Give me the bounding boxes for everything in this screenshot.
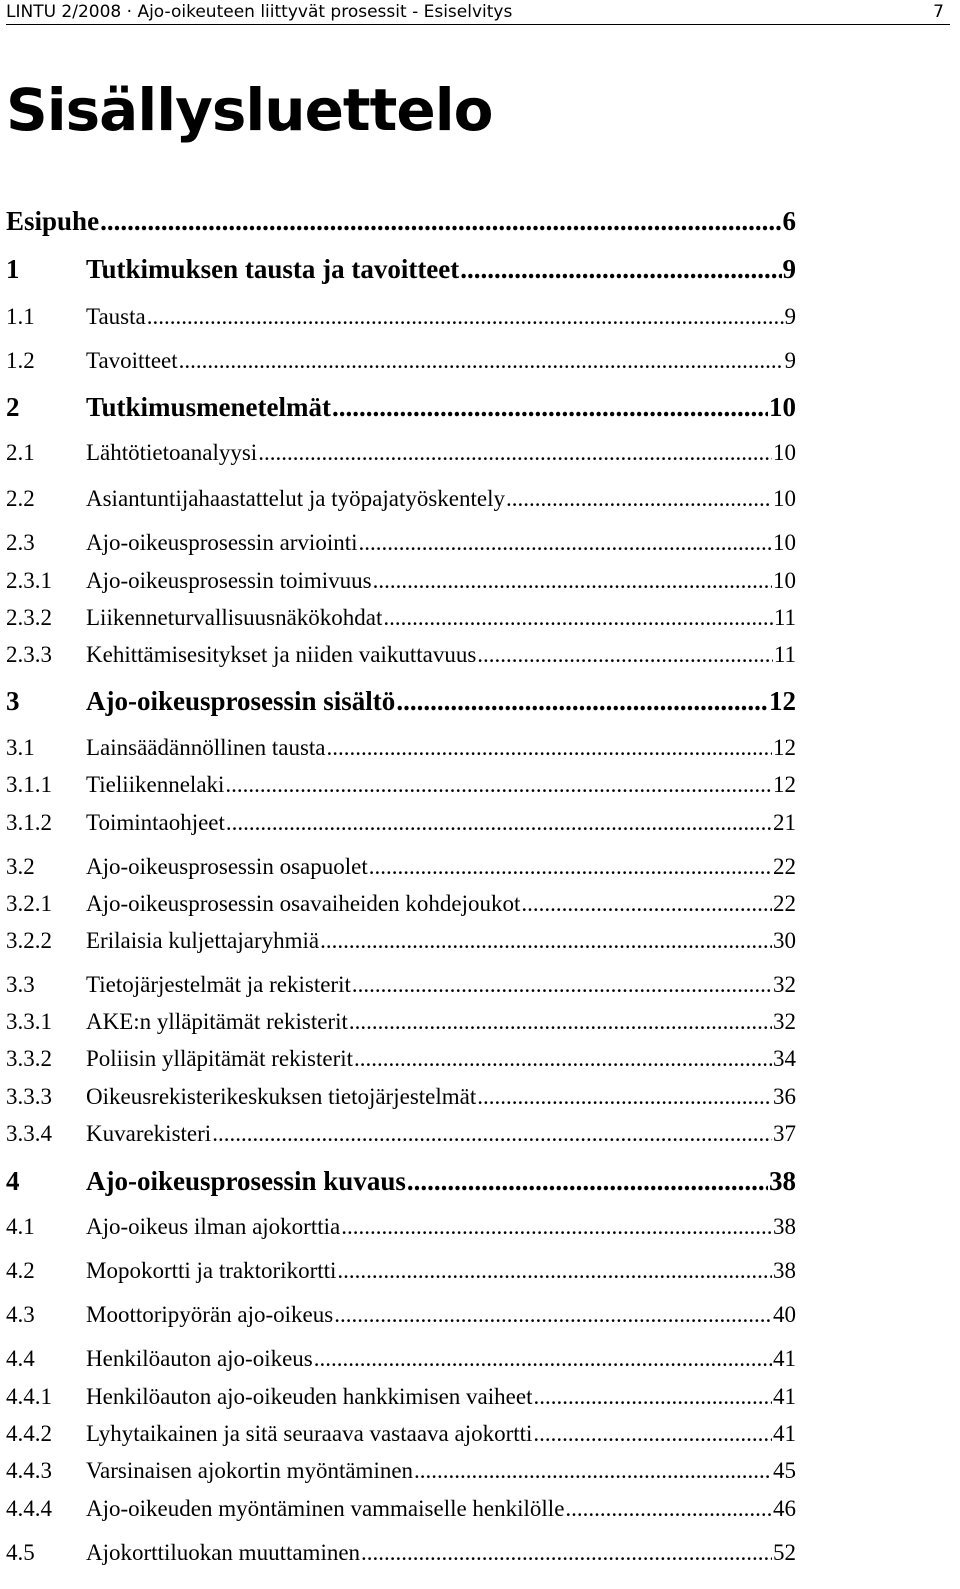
toc-entry-page: 12 (773, 735, 796, 760)
toc-entry-number: 1.1 (6, 304, 35, 329)
toc-entry-number: 4.3 (6, 1302, 35, 1327)
toc-entry-title: Mopokortti ja traktorikortti (86, 1258, 337, 1283)
toc-entry[interactable] (6, 1080, 796, 1114)
toc-entry-page: 9 (784, 348, 796, 373)
toc-entry-page: 6 (782, 206, 796, 236)
toc-entry[interactable] (6, 968, 796, 1002)
toc-entry-title: Ajo-oikeus ilman ajokorttia (86, 1214, 341, 1239)
toc-entry[interactable] (6, 924, 796, 958)
toc-entry[interactable] (6, 806, 796, 840)
toc-entry-page: 41 (773, 1421, 796, 1446)
dot-leader (521, 887, 772, 921)
toc-entry-title: AKE:n ylläpitämät rekisterit (86, 1009, 348, 1034)
dot-leader (506, 482, 772, 516)
header-page-number: 7 (933, 2, 944, 22)
toc-entry-number: 3.3.4 (6, 1121, 52, 1146)
toc-entry[interactable] (6, 1164, 796, 1198)
toc-entry[interactable] (6, 1342, 796, 1376)
toc-entry-title: Ajokorttiluokan muuttaminen (86, 1540, 361, 1565)
dot-leader (226, 806, 772, 840)
toc-entry-title: Kehittämisesitykset ja niiden vaikuttavuus (86, 642, 477, 667)
toc-entry-page: 22 (773, 891, 796, 916)
dot-leader (334, 1298, 772, 1332)
toc-entry-title: Henkilöauton ajo-oikeuden hankkimisen vaiheet (86, 1384, 533, 1409)
toc-entry-number: 4.4.4 (6, 1496, 52, 1521)
toc-entry-page: 10 (773, 530, 796, 555)
toc-entry[interactable] (6, 1536, 796, 1570)
toc-entry-title: Lainsäädännöllinen tausta (86, 735, 326, 760)
toc-entry-number: 4.1 (6, 1214, 35, 1239)
dot-leader (359, 526, 773, 560)
toc-entry-number: 2.3.1 (6, 568, 52, 593)
toc-entry-title: Ajo-oikeusprosessin toimivuus (86, 568, 372, 593)
toc-entry[interactable] (6, 1454, 796, 1488)
dot-leader (341, 1210, 772, 1244)
dot-leader (383, 601, 772, 635)
toc-entry-title: Erilaisia kuljettajaryhmiä (86, 928, 320, 953)
toc-entry-page: 22 (773, 854, 796, 879)
toc-entry[interactable] (6, 1492, 796, 1526)
dot-leader (414, 1454, 772, 1488)
toc-entry-number: 3.1.2 (6, 810, 52, 835)
toc-entry-page: 38 (769, 1166, 796, 1196)
dot-leader (352, 968, 772, 1002)
toc-entry-number: 2.3.2 (6, 605, 52, 630)
toc-entry-title: Henkilöauton ajo-oikeus (86, 1346, 313, 1371)
toc-entry-title: Esipuhe (6, 206, 100, 236)
toc-entry-title: Ajo-oikeusprosessin arviointi (86, 530, 358, 555)
toc-entry-title: Asiantuntijahaastattelut ja työpajatyöskentely (86, 486, 505, 511)
toc-entry-title: Tietojärjestelmät ja rekisterit (86, 972, 351, 997)
toc-entry[interactable] (6, 482, 796, 516)
dot-leader (407, 1164, 768, 1198)
toc-entry-number: 2.3.3 (6, 642, 52, 667)
dot-leader (314, 1342, 772, 1376)
dot-leader (327, 731, 772, 765)
toc-entry-page: 52 (773, 1540, 796, 1565)
dot-leader (354, 1042, 772, 1076)
toc-entry-page: 10 (769, 392, 796, 422)
toc-entry-page: 32 (773, 1009, 796, 1034)
toc-entry-page: 21 (773, 810, 796, 835)
toc-entry[interactable] (6, 204, 796, 238)
toc-entry[interactable] (6, 390, 796, 424)
dot-leader (533, 1417, 772, 1451)
dot-leader (100, 204, 781, 238)
toc-entry-page: 10 (773, 568, 796, 593)
toc-entry-number: 4 (6, 1166, 20, 1196)
toc-entry-number: 1.2 (6, 348, 35, 373)
toc-entry-page: 34 (773, 1046, 796, 1071)
page-title: Sisällysluettelo (6, 76, 493, 144)
toc-entry-page: 30 (773, 928, 796, 953)
toc-entry-title: Oikeusrekisterikeskuksen tietojärjestelmät (86, 1084, 477, 1109)
toc-entry[interactable] (6, 1005, 796, 1039)
toc-entry-number: 3.3.1 (6, 1009, 52, 1034)
toc-entry-page: 11 (773, 642, 796, 667)
toc-entry[interactable] (6, 850, 796, 884)
toc-entry-number: 3.2.1 (6, 891, 52, 916)
toc-entry-page: 40 (773, 1302, 796, 1327)
dot-leader (179, 344, 784, 378)
dot-leader (565, 1492, 772, 1526)
dot-leader (361, 1536, 772, 1570)
toc-entry-number: 3.3.3 (6, 1084, 52, 1109)
dot-leader (349, 1005, 772, 1039)
toc-entry-number: 3 (6, 686, 20, 716)
toc-entry[interactable] (6, 1417, 796, 1451)
toc-entry-title: Tavoitteet (86, 348, 178, 373)
toc-entry[interactable] (6, 344, 796, 378)
toc-entry-title: Ajo-oikeusprosessin kuvaus (86, 1166, 406, 1196)
running-header (6, 0, 950, 25)
toc-entry-number: 2.2 (6, 486, 35, 511)
toc-entry-page: 10 (773, 486, 796, 511)
toc-entry-page: 12 (769, 686, 796, 716)
toc-entry[interactable] (6, 768, 796, 802)
toc-entry-page: 10 (773, 440, 796, 465)
dot-leader (147, 300, 784, 334)
toc-entry-title: Moottoripyörän ajo-oikeus (86, 1302, 334, 1327)
toc-entry-page: 11 (773, 605, 796, 630)
toc-entry-number: 3.3.2 (6, 1046, 52, 1071)
toc-entry[interactable] (6, 1380, 796, 1414)
dot-leader (225, 768, 772, 802)
toc-entry[interactable] (6, 526, 796, 560)
toc-entry[interactable] (6, 638, 796, 672)
toc-entry[interactable] (6, 436, 796, 470)
toc-entry-title: Ajo-oikeuden myöntäminen vammaiselle henkilölle (86, 1496, 565, 1521)
toc-entry-number: 1 (6, 254, 20, 284)
dot-leader (477, 1080, 772, 1114)
toc-entry-title: Ajo-oikeusprosessin sisältö (86, 686, 396, 716)
toc-entry-number: 4.4.1 (6, 1384, 52, 1409)
dot-leader (477, 638, 773, 672)
toc-entry-number: 2.1 (6, 440, 35, 465)
toc-entry-title: Toimintaohjeet (86, 810, 225, 835)
toc-entry-title: Tutkimusmenetelmät (86, 392, 332, 422)
toc-entry[interactable] (6, 564, 796, 598)
dot-leader (369, 850, 772, 884)
toc-entry-number: 4.2 (6, 1258, 35, 1283)
running-title: LINTU 2/2008 · Ajo-oikeuteen liittyvät prosessit - Esiselvitys (6, 2, 513, 22)
dot-leader (258, 436, 772, 470)
toc-entry-title: Ajo-oikeusprosessin osavaiheiden kohdejoukot (86, 891, 521, 916)
dot-leader (396, 684, 768, 718)
toc-entry-number: 3.3 (6, 972, 35, 997)
toc-entry-title: Ajo-oikeusprosessin osapuolet (86, 854, 368, 879)
toc-entry-page: 46 (773, 1496, 796, 1521)
dot-leader (332, 390, 768, 424)
toc-entry-title: Tutkimuksen tausta ja tavoitteet (86, 254, 460, 284)
toc-entry-number: 2 (6, 392, 20, 422)
toc-entry-number: 3.1 (6, 735, 35, 760)
toc-entry-page: 38 (773, 1258, 796, 1283)
toc-entry[interactable] (6, 601, 796, 635)
dot-leader (373, 564, 772, 598)
toc-entry[interactable] (6, 684, 796, 718)
toc-entry[interactable] (6, 1042, 796, 1076)
toc-entry-page: 38 (773, 1214, 796, 1239)
dot-leader (212, 1117, 772, 1151)
toc-entry-number: 4.4 (6, 1346, 35, 1371)
toc-entry-page: 41 (773, 1384, 796, 1409)
toc-entry-page: 37 (773, 1121, 796, 1146)
toc-entry-title: Lyhytaikainen ja sitä seuraava vastaava ajokortti (86, 1421, 533, 1446)
toc-entry-page: 41 (773, 1346, 796, 1371)
toc-entry[interactable] (6, 300, 796, 334)
dot-leader (533, 1380, 772, 1414)
dot-leader (460, 252, 781, 286)
toc-entry-page: 45 (773, 1458, 796, 1483)
toc-entry-title: Liikenneturvallisuusnäkökohdat (86, 605, 383, 630)
toc-entry-page: 36 (773, 1084, 796, 1109)
toc-entry-title: Tieliikennelaki (86, 772, 225, 797)
toc-entry[interactable] (6, 1254, 796, 1288)
toc-entry[interactable] (6, 1117, 796, 1151)
toc-entry-title: Varsinaisen ajokortin myöntäminen (86, 1458, 414, 1483)
toc-entry-number: 4.4.2 (6, 1421, 52, 1446)
toc-entry[interactable] (6, 887, 796, 921)
toc-entry-page: 32 (773, 972, 796, 997)
dot-leader (337, 1254, 772, 1288)
toc-entry-number: 2.3 (6, 530, 35, 555)
toc-entry-number: 4.5 (6, 1540, 35, 1565)
toc-entry-title: Poliisin ylläpitämät rekisterit (86, 1046, 354, 1071)
toc-entry-number: 3.2 (6, 854, 35, 879)
toc-entry-title: Lähtötietoanalyysi (86, 440, 258, 465)
toc-entry-title: Kuvarekisteri (86, 1121, 212, 1146)
toc-entry-page: 9 (784, 304, 796, 329)
toc-entry-page: 9 (782, 254, 796, 284)
toc-entry-title: Tausta (86, 304, 146, 329)
toc-entry[interactable] (6, 252, 796, 286)
toc-entry-number: 4.4.3 (6, 1458, 52, 1483)
toc-entry[interactable] (6, 1210, 796, 1244)
toc-entry-page: 12 (773, 772, 796, 797)
toc-entry-number: 3.2.2 (6, 928, 52, 953)
toc-entry-number: 3.1.1 (6, 772, 52, 797)
toc-entry[interactable] (6, 1298, 796, 1332)
dot-leader (320, 924, 772, 958)
toc-entry[interactable] (6, 731, 796, 765)
